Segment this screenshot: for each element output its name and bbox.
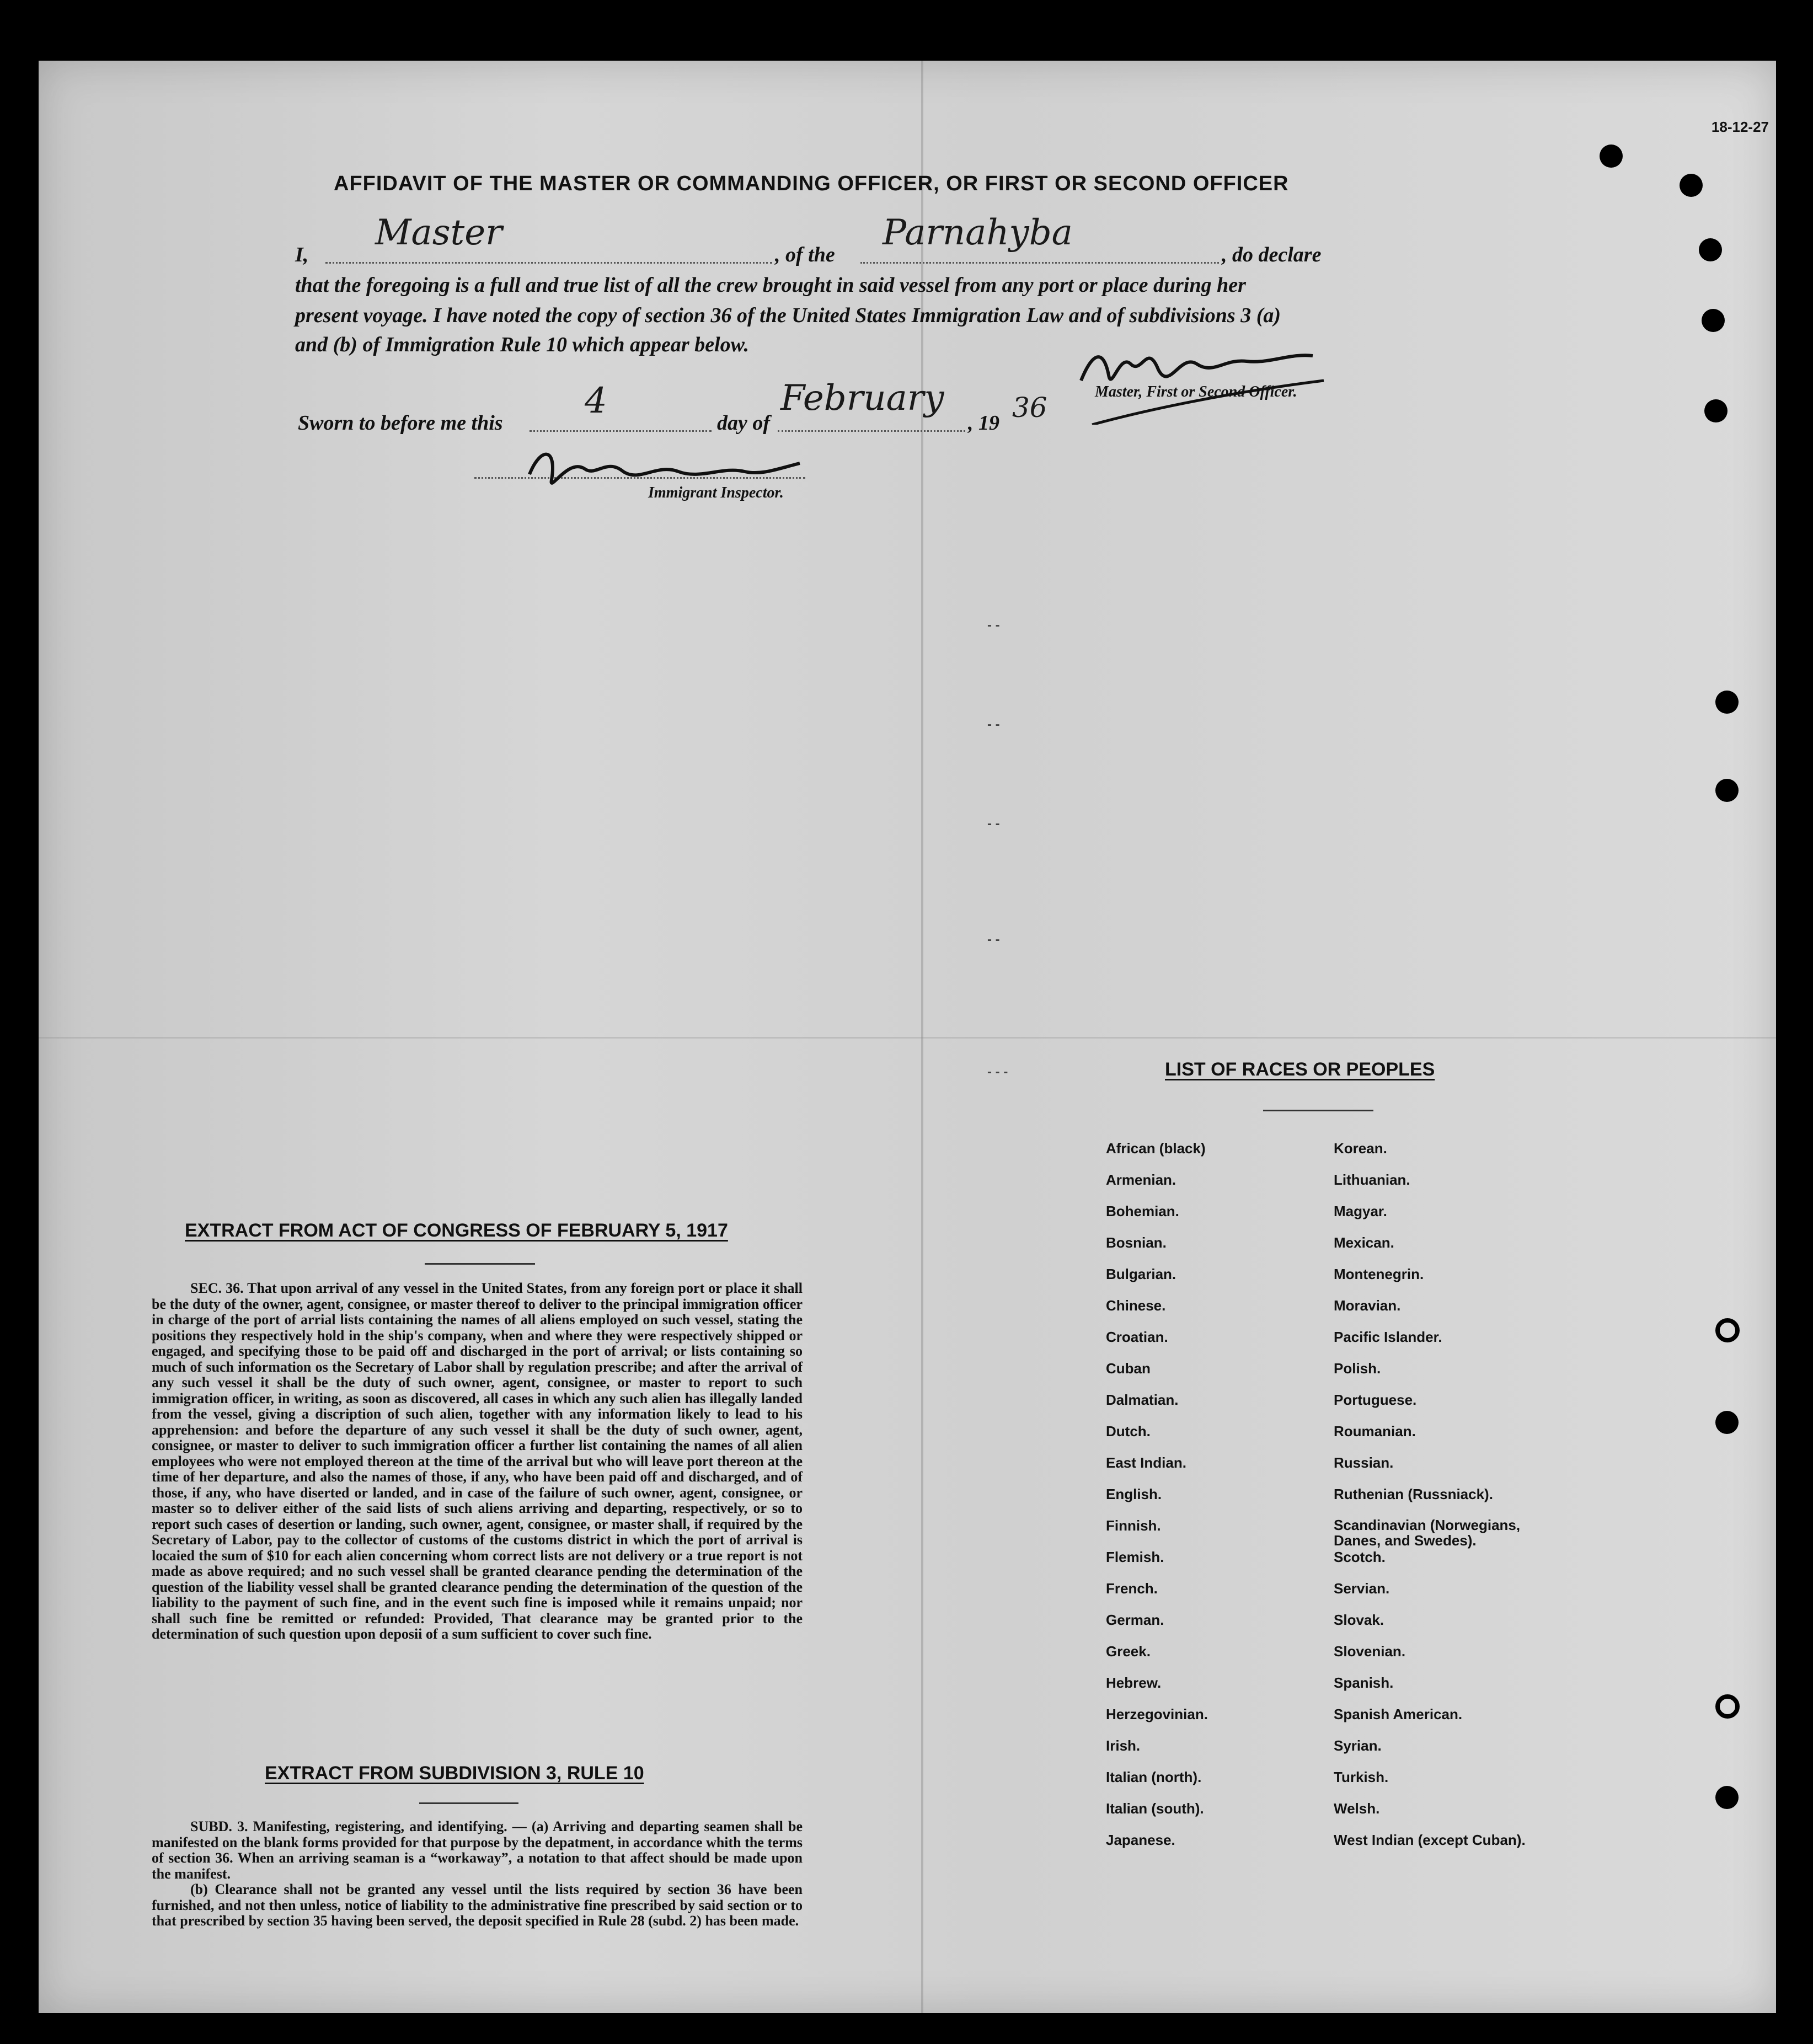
race-left-item: Herzegovinian. <box>1106 1706 1208 1722</box>
race-left-item: Bohemian. <box>1106 1203 1179 1219</box>
column-dash: - - <box>987 717 1000 732</box>
race-left-item: Croatian. <box>1106 1329 1168 1345</box>
master-label: Master, First or Second Officer. <box>1095 383 1297 400</box>
race-left-item: German. <box>1106 1612 1164 1628</box>
race-left-item: Flemish. <box>1106 1549 1164 1565</box>
inspector-label: Immigrant Inspector. <box>648 484 784 501</box>
column-dash: - - <box>987 932 1000 947</box>
race-right-item: Slovak. <box>1334 1612 1384 1628</box>
race-right-item: West Indian (except Cuban). <box>1334 1832 1526 1848</box>
race-left-item: Armenian. <box>1106 1171 1176 1188</box>
act-heading: EXTRACT FROM ACT OF CONGRESS OF FEBRUARY 5, 1917 <box>185 1220 728 1241</box>
race-right-item: Turkish. <box>1334 1769 1389 1785</box>
race-right-item: Montenegrin. <box>1334 1266 1424 1282</box>
day-handwriting: 4 <box>585 381 607 421</box>
i-label: I, <box>295 243 309 266</box>
column-dash: - - - <box>987 1064 1008 1079</box>
affidavit-title: AFFIDAVIT OF THE MASTER OR COMMANDING OFFICER, OR FIRST OR SECOND OFFICER <box>334 172 1289 195</box>
race-right-item: Syrian. <box>1334 1737 1382 1754</box>
rule-text-b: (b) Clearance shall not be granted any vessel until the lists required by section 36 have been furnished, and not then unless, notice of liability to the administrative fine prescribed by said section or to that prescribed by section 35 having been served, the deposit specified in Rule 28 (subd. 2) has been made. <box>152 1881 803 1929</box>
race-left-item: East Indian. <box>1106 1454 1186 1471</box>
punch-hole <box>1704 399 1728 422</box>
race-right-item: Russian. <box>1334 1454 1394 1471</box>
punch-hole <box>1702 309 1725 332</box>
race-left-item: Hebrew. <box>1106 1674 1162 1691</box>
year-prefix: , 19 <box>968 411 999 435</box>
column-dash: - - <box>987 816 1000 831</box>
punch-hole <box>1715 691 1739 714</box>
race-left-item: English. <box>1106 1486 1162 1502</box>
master-signature <box>1070 331 1346 432</box>
race-right-item: Magyar. <box>1334 1203 1387 1219</box>
vessel-handwriting: Parnahyba <box>883 212 1073 253</box>
punch-hole <box>1600 145 1623 168</box>
race-left-item: Japanese. <box>1106 1832 1175 1848</box>
fold-line-horizontal <box>39 1037 1776 1039</box>
race-left-item: Bosnian. <box>1106 1234 1167 1251</box>
race-right-item: Servian. <box>1334 1580 1390 1597</box>
sworn-label: Sworn to before me this <box>298 411 503 435</box>
race-right-item: Pacific Islander. <box>1334 1329 1442 1345</box>
act-text: SEC. 36. That upon arrival of any vessel in the United States, from any foreign port or place it shall be the duty of the owner, agent, consignee, or master thereof to deliver to the principal immigration officer in charge of the port of arrial lists containing the names of all aliens employed on such vessel, stating the positions they respectively hold in the ship's company, when and where they were respectively shipped or engaged, and specifying those to be paid off and discharged in the port of arrival; or lists containing so much of such information os the Secretary of Labor shall by regulation prescribe; and after the arrival of any such vessel it shall be the duty of such owner, agent, consignee, or master to report to such immigration officer, in writing, as soon as discovered, all cases in which any such alien has illegally landed from the vessel, giving a discription of such alien, together with any information likely to lead to his apprehension: and before the departure of any such vessel it shall be the duty of such owner, agent, consignee, or master to deliver to such immigration officer a further list containing the names of all alien employees who were not employed thereon at the time of the arrival but who will leave port thereon at the time of her departure, and also the names of those, if any, who have been paid off and discharged, and of those, if any, who have diserted or landed, and in case of the failure of such owner, agent, consignee, or master so to deliver either of the said lists of such aliens arriving and departing, respectively, or so to report such cases of desertion or landing, such owner, agent, consignee, or master shall, if required by the Secretary of Labor, pay to the collector of customs of the customs district in which the port of arrival is locaied the sum of $10 for each alien concerning whom correct lists are not delivery or a true report is not made as above required; and no such vessel shall be granted clearance pending the determination of the question of the liability vessel shall be granted clearance pending the determination of the question of the liability to the payment of such fine, and in the event such fine is imposed while it remains unpaid; nor shall such fine be remitted or refunded: Provided, That clearance may be granted prior to the determination of such question upon deposii of a sum sufficient to cover such fine. <box>152 1280 803 1642</box>
race-right-item: Scandinavian (Norwegians, Danes, and Swedes). <box>1334 1517 1521 1549</box>
race-right-item: Korean. <box>1334 1140 1387 1157</box>
race-right-item: Welsh. <box>1334 1800 1380 1817</box>
race-left-item: French. <box>1106 1580 1158 1597</box>
rule-heading: EXTRACT FROM SUBDIVISION 3, RULE 10 <box>265 1763 644 1784</box>
punch-hole <box>1715 779 1739 802</box>
race-left-item: Irish. <box>1106 1737 1141 1754</box>
year-handwriting: 36 <box>1012 392 1047 424</box>
race-right-item: Spanish. <box>1334 1674 1394 1691</box>
punch-hole <box>1715 1318 1740 1342</box>
race-left-item: Chinese. <box>1106 1297 1166 1314</box>
day-field <box>530 381 712 432</box>
rule-text-a: SUBD. 3. Manifesting, registering, and identifying. — (a) Arriving and departing seamen shall be manifested on the blank forms provided for that purpose by the depatment, in accordance whith the terms of section 36. When an arriving seaman is a “workaway”, a notation to that affect should be made upon the manifest. <box>152 1818 803 1882</box>
race-left-item: Dutch. <box>1106 1423 1151 1440</box>
heading-rule <box>419 1802 518 1804</box>
punch-hole <box>1715 1786 1739 1809</box>
races-heading: LIST OF RACES OR PEOPLES <box>1165 1059 1435 1080</box>
declaration-line-3: present voyage. I have noted the copy of section 36 of the United States Immigration Law and of subdivisions 3 (a) <box>295 304 1281 327</box>
race-left-item: Bulgarian. <box>1106 1266 1176 1282</box>
month-field <box>778 378 965 432</box>
of-the-label: , of the <box>775 243 835 266</box>
day-of-label: day of <box>717 411 771 435</box>
form-number: 18-12-27 <box>1711 119 1769 135</box>
declaration-line-2: that the foregoing is a full and true list of all the crew brought in said vessel from any port or place during her <box>295 274 1246 297</box>
race-right-item: Scotch. <box>1334 1549 1386 1565</box>
punch-hole <box>1715 1694 1740 1719</box>
race-right-item: Spanish American. <box>1334 1706 1463 1722</box>
race-right-item: Slovenian. <box>1334 1643 1406 1660</box>
race-right-item: Polish. <box>1334 1360 1381 1377</box>
race-left-item: Cuban <box>1106 1360 1151 1377</box>
race-left-item: Italian (north). <box>1106 1769 1202 1785</box>
officer-field <box>325 212 772 264</box>
punch-hole <box>1680 174 1703 197</box>
race-left-item: Italian (south). <box>1106 1800 1204 1817</box>
race-left-item: Finnish. <box>1106 1517 1161 1534</box>
do-declare-label: , do declare <box>1222 243 1322 266</box>
race-right-item: Mexican. <box>1334 1234 1394 1251</box>
race-left-item: Greek. <box>1106 1643 1151 1660</box>
race-left-item: African (black) <box>1106 1140 1206 1157</box>
declaration-line-4: and (b) of Immigration Rule 10 which appear below. <box>295 333 750 356</box>
race-right-item: Lithuanian. <box>1334 1171 1410 1188</box>
heading-rule <box>1263 1110 1373 1111</box>
race-right-item: Portuguese. <box>1334 1392 1417 1408</box>
heading-rule <box>425 1263 535 1265</box>
race-left-item: Dalmatian. <box>1106 1392 1179 1408</box>
race-right-item: Moravian. <box>1334 1297 1401 1314</box>
punch-hole <box>1715 1411 1739 1434</box>
column-dash: - - <box>987 618 1000 633</box>
punch-hole <box>1699 238 1722 261</box>
month-handwriting: February <box>780 378 944 419</box>
officer-handwriting: Master <box>375 212 502 253</box>
race-right-item: Roumanian. <box>1334 1423 1416 1440</box>
vessel-field <box>860 212 1219 264</box>
race-right-item: Ruthenian (Russniack). <box>1334 1486 1493 1502</box>
